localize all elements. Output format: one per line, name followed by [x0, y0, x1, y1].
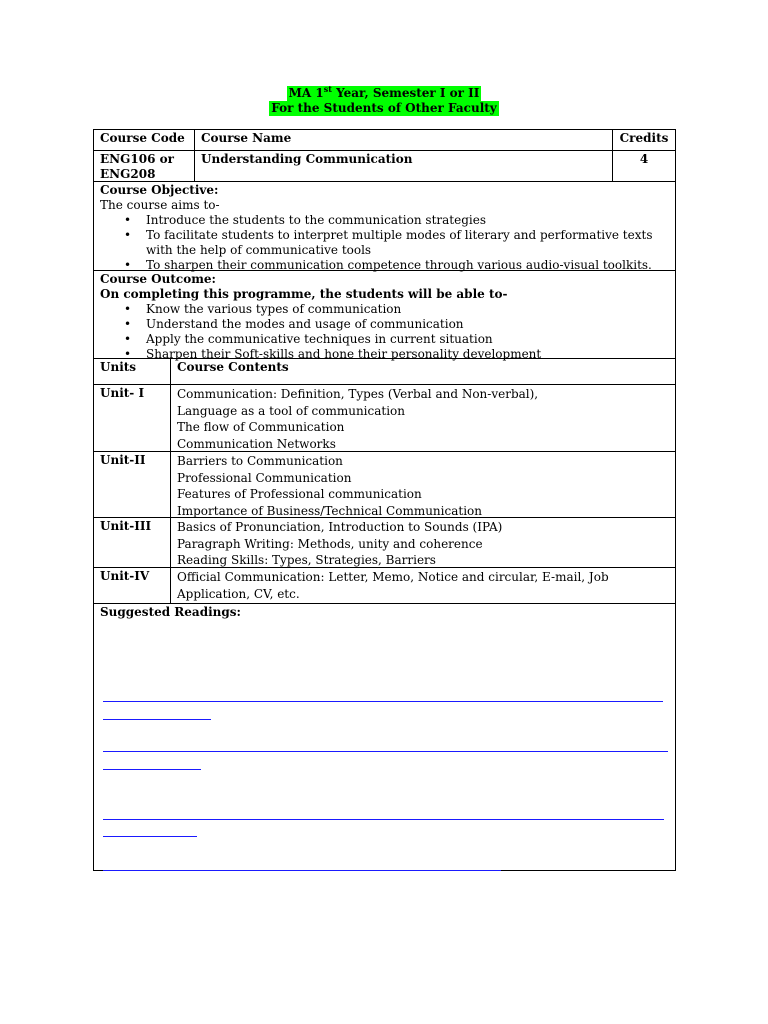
table-header-row [94, 130, 675, 151]
course-row [94, 151, 675, 182]
course-outcome-section [94, 271, 675, 359]
title-line-1: MA 1st Year, Semester I or II [288, 84, 480, 100]
course-table [93, 129, 676, 871]
course-credits: 4 [612, 151, 675, 181]
list-item: • Know the various types of communication [146, 302, 669, 317]
suggested-readings-heading: Suggested Readings: [100, 605, 241, 619]
list-item: • Sharpen their Soft-skills and hone their personality development [146, 347, 669, 362]
reading-link-line[interactable] [103, 819, 664, 820]
title-line-2: For the Students of Other Faculty [271, 101, 497, 115]
unit-name: Unit-II [100, 453, 146, 467]
course-code: ENG106 or ENG208 [100, 152, 174, 181]
reading-link-line[interactable] [103, 751, 668, 752]
course-objective-section [94, 182, 675, 271]
document-title [0, 86, 768, 116]
table-row [94, 568, 675, 604]
list-item: • Introduce the students to the communication strategies [146, 213, 669, 228]
list-item: • Apply the communicative techniques in current situation [146, 332, 669, 347]
list-item: • To sharpen their communication competence through various audio-visual toolkits. [146, 258, 669, 273]
unit-contents: Basics of Pronunciation, Introduction to Sounds (IPA) Paragraph Writing: Methods, unity and coherence Reading Skills: Types, Strategies, Barriers [170, 518, 675, 567]
reading-link-line[interactable] [103, 870, 501, 871]
unit-contents: Communication: Definition, Types (Verbal and Non-verbal), Language as a tool of communication The flow of Communication Communication Networks [170, 385, 675, 451]
table-row [94, 385, 675, 452]
reading-link-line[interactable] [103, 701, 663, 702]
table-row [94, 452, 675, 518]
course-outcome-intro: On completing this programme, the students will be able to- [100, 287, 508, 301]
reading-link-line[interactable] [103, 719, 211, 720]
reading-link-line[interactable] [103, 836, 197, 837]
objective-list [100, 213, 669, 273]
course-objective-intro: The course aims to- [100, 198, 220, 212]
unit-name: Unit- I [100, 386, 145, 400]
list-item: • Understand the modes and usage of communication [146, 317, 669, 332]
course-name: Understanding Communication [194, 151, 612, 181]
unit-contents: Official Communication: Letter, Memo, Notice and circular, E-mail, Job Application, CV, etc. [170, 568, 675, 603]
unit-name: Unit-IV [100, 569, 150, 583]
reading-link-line[interactable] [103, 769, 201, 770]
unit-contents: Barriers to Communication Professional Communication Features of Professional communication Importance of Business/Technical Communication [170, 452, 675, 517]
suggested-readings-section [94, 604, 675, 870]
credits-header: Credits [612, 130, 675, 150]
units-header: Units [100, 360, 137, 374]
course-outcome-heading: Course Outcome: [100, 272, 216, 286]
unit-name: Unit-III [100, 519, 152, 533]
table-row [94, 518, 675, 568]
course-contents-header: Course Contents [170, 359, 675, 384]
course-name-header: Course Name [194, 130, 612, 150]
list-item: • To facilitate students to interpret multiple modes of literary and performative texts with the help of communicative tools [146, 228, 669, 258]
outcome-list [100, 302, 669, 362]
course-objective-heading: Course Objective: [100, 183, 219, 197]
units-header-row [94, 359, 675, 385]
course-code-header: Course Code [100, 131, 185, 145]
